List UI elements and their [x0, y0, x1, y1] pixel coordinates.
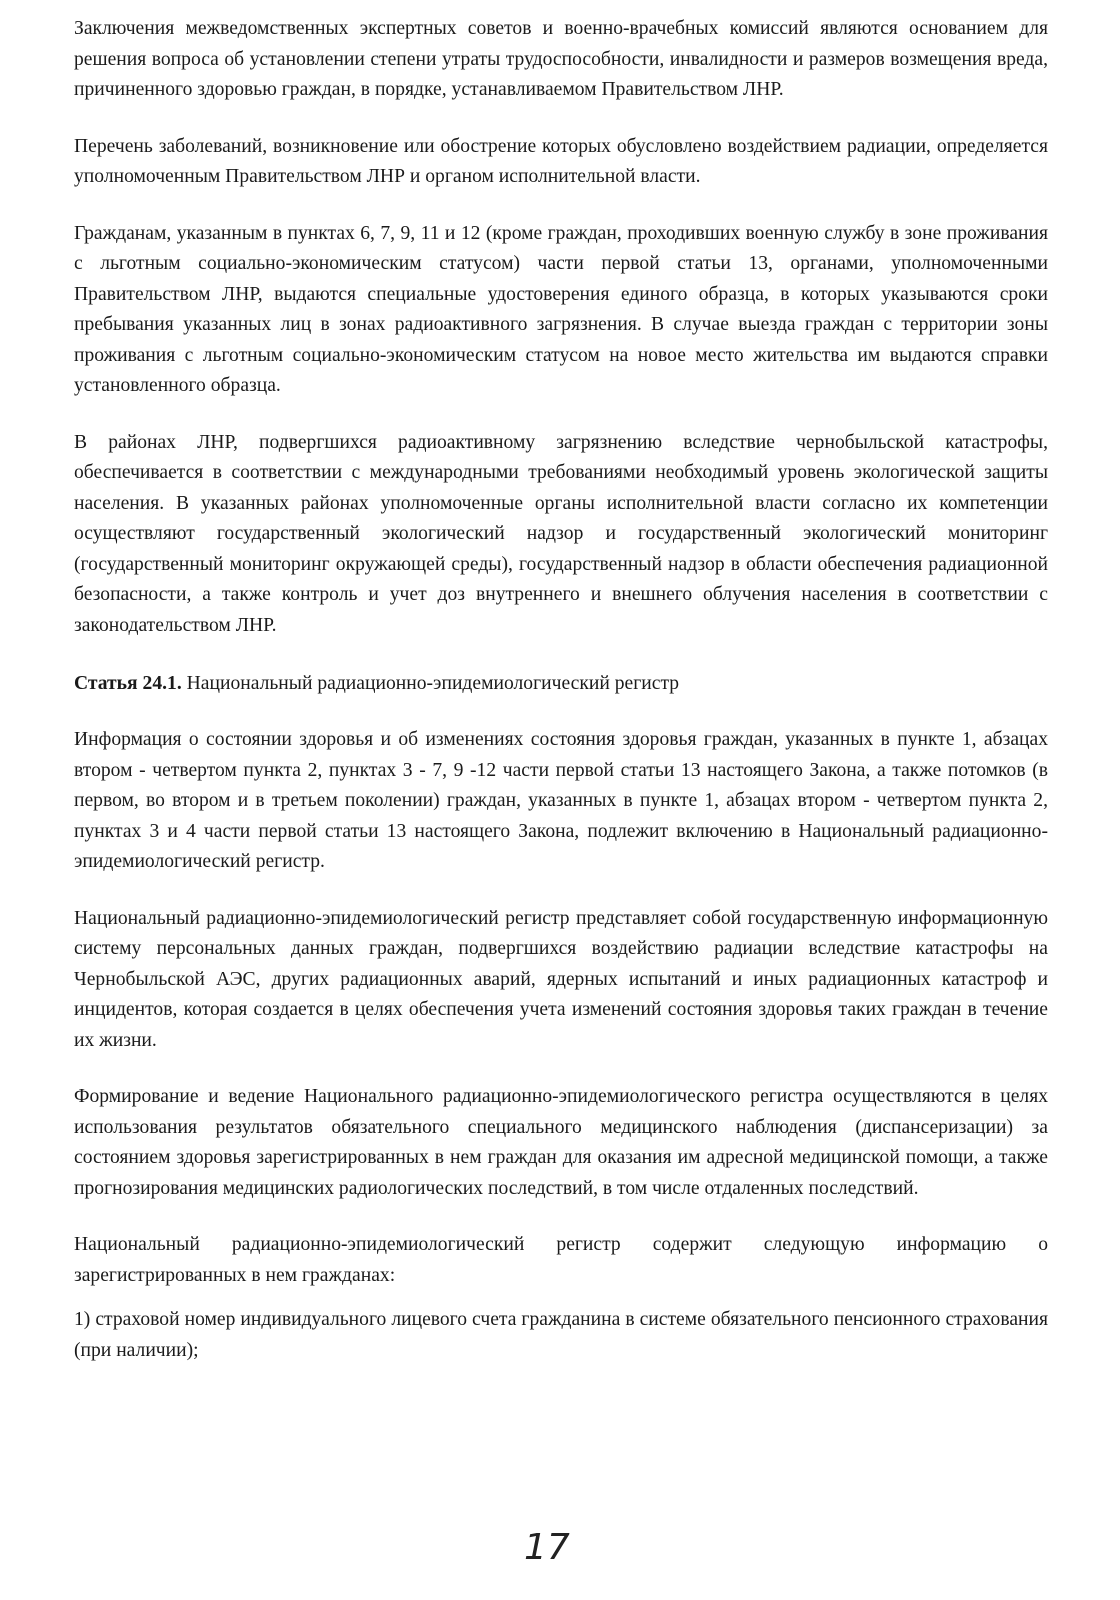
paragraph-environmental-protection: В районах ЛНР, подвергшихся радиоактивному загрязнению вследствие чернобыльской катастрофы, обеспечивается в соответствии с международными требованиями необходимый уровень экологической защиты населения. В указанных районах уполномоченные органы исполнительной власти согласно их компетенции осуществляют государственный экологический надзор и государственный экологический мониторинг (государственный мониторинг окружающей среды), государственный надзор в области обеспечения радиационной безопасности, а также контроль и учет доз внутреннего и внешнего облучения населения в соответствии с законодательством ЛНР. [74, 431, 1048, 636]
paragraph-register-purpose: Формирование и ведение Национального радиационно-эпидемиологического регистра осуществляются в целях использования результатов обязательного специального медицинского наблюдения (диспансеризации) за состоянием здоровья зарегистрированных в нем граждан для оказания им адресной медицинской помощи, а также прогнозирования медицинских радиологических последствий, в том числе отдаленных последствий. [74, 1086, 1048, 1199]
article-number: Статья 24.1. [74, 673, 182, 694]
paragraph-register-contents: Национальный радиационно-эпидемиологический регистр содержит следующую информацию о зарегистрированных в нем гражданах: [74, 1234, 1048, 1286]
paragraph-register-definition: Национальный радиационно-эпидемиологический регистр представляет собой государственную информационную систему персональных данных граждан, подвергшихся воздействию радиации вследствие катастрофы на Чернобыльской АЭС, других радиационных аварий, ядерных испытаний и иных радиационных катастроф и инцидентов, которая создается в целях обеспечения учета изменений состояния здоровья таких граждан в течение их жизни. [74, 907, 1048, 1051]
article-heading [74, 669, 1048, 699]
paragraph-expert-councils: Заключения межведомственных экспертных советов и военно-врачебных комиссий являются основанием для решения вопроса об установлении степени утраты трудоспособности, инвалидности и размеров возмещения вреда, причиненного здоровью граждан, в порядке, устанавливаемом Правительством ЛНР. [74, 18, 1048, 100]
list-item-insurance-number: 1) страховой номер индивидуального лицевого счета гражданина в системе обязательного пенсионного страхования (при наличии); [74, 1309, 1048, 1361]
paragraph-special-certificates: Гражданам, указанным в пунктах 6, 7, 9, 11 и 12 (кроме граждан, проходивших военную службу в зоне проживания с льготным социально-экономическим статусом) части первой статьи 13, органами, уполномоченными Правительством ЛНР, выдаются специальные удостоверения единого образца, в которых указываются сроки пребывания указанных лиц в зонах радиоактивного загрязнения. В случае выезда граждан с территории зоны проживания с льготным социально-экономическим статусом на новое место жительства им выдаются справки установленного образца. [74, 222, 1048, 396]
page-number: 17 [524, 1527, 570, 1568]
document-page [74, 14, 1048, 1366]
article-title: Национальный радиационно-эпидемиологический регистр [186, 673, 680, 694]
paragraph-disease-list: Перечень заболеваний, возникновение или обострение которых обусловлено воздействием радиации, определяется уполномоченным Правительством ЛНР и органом исполнительной власти. [74, 135, 1048, 187]
paragraph-health-information: Информация о состоянии здоровья и об изменениях состояния здоровья граждан, указанных в пункте 1, абзацах втором - четвертом пункта 2, пунктах 3 - 7, 9 -12 части первой статьи 13 настоящего Закона, а также потомков (в первом, во втором и в третьем поколении) граждан, указанных в пункте 1, абзацах втором - четвертом пункта 2, пунктах 3 и 4 части первой статьи 13 настоящего Закона, подлежит включению в Национальный радиационно-эпидемиологический регистр. [74, 729, 1048, 872]
